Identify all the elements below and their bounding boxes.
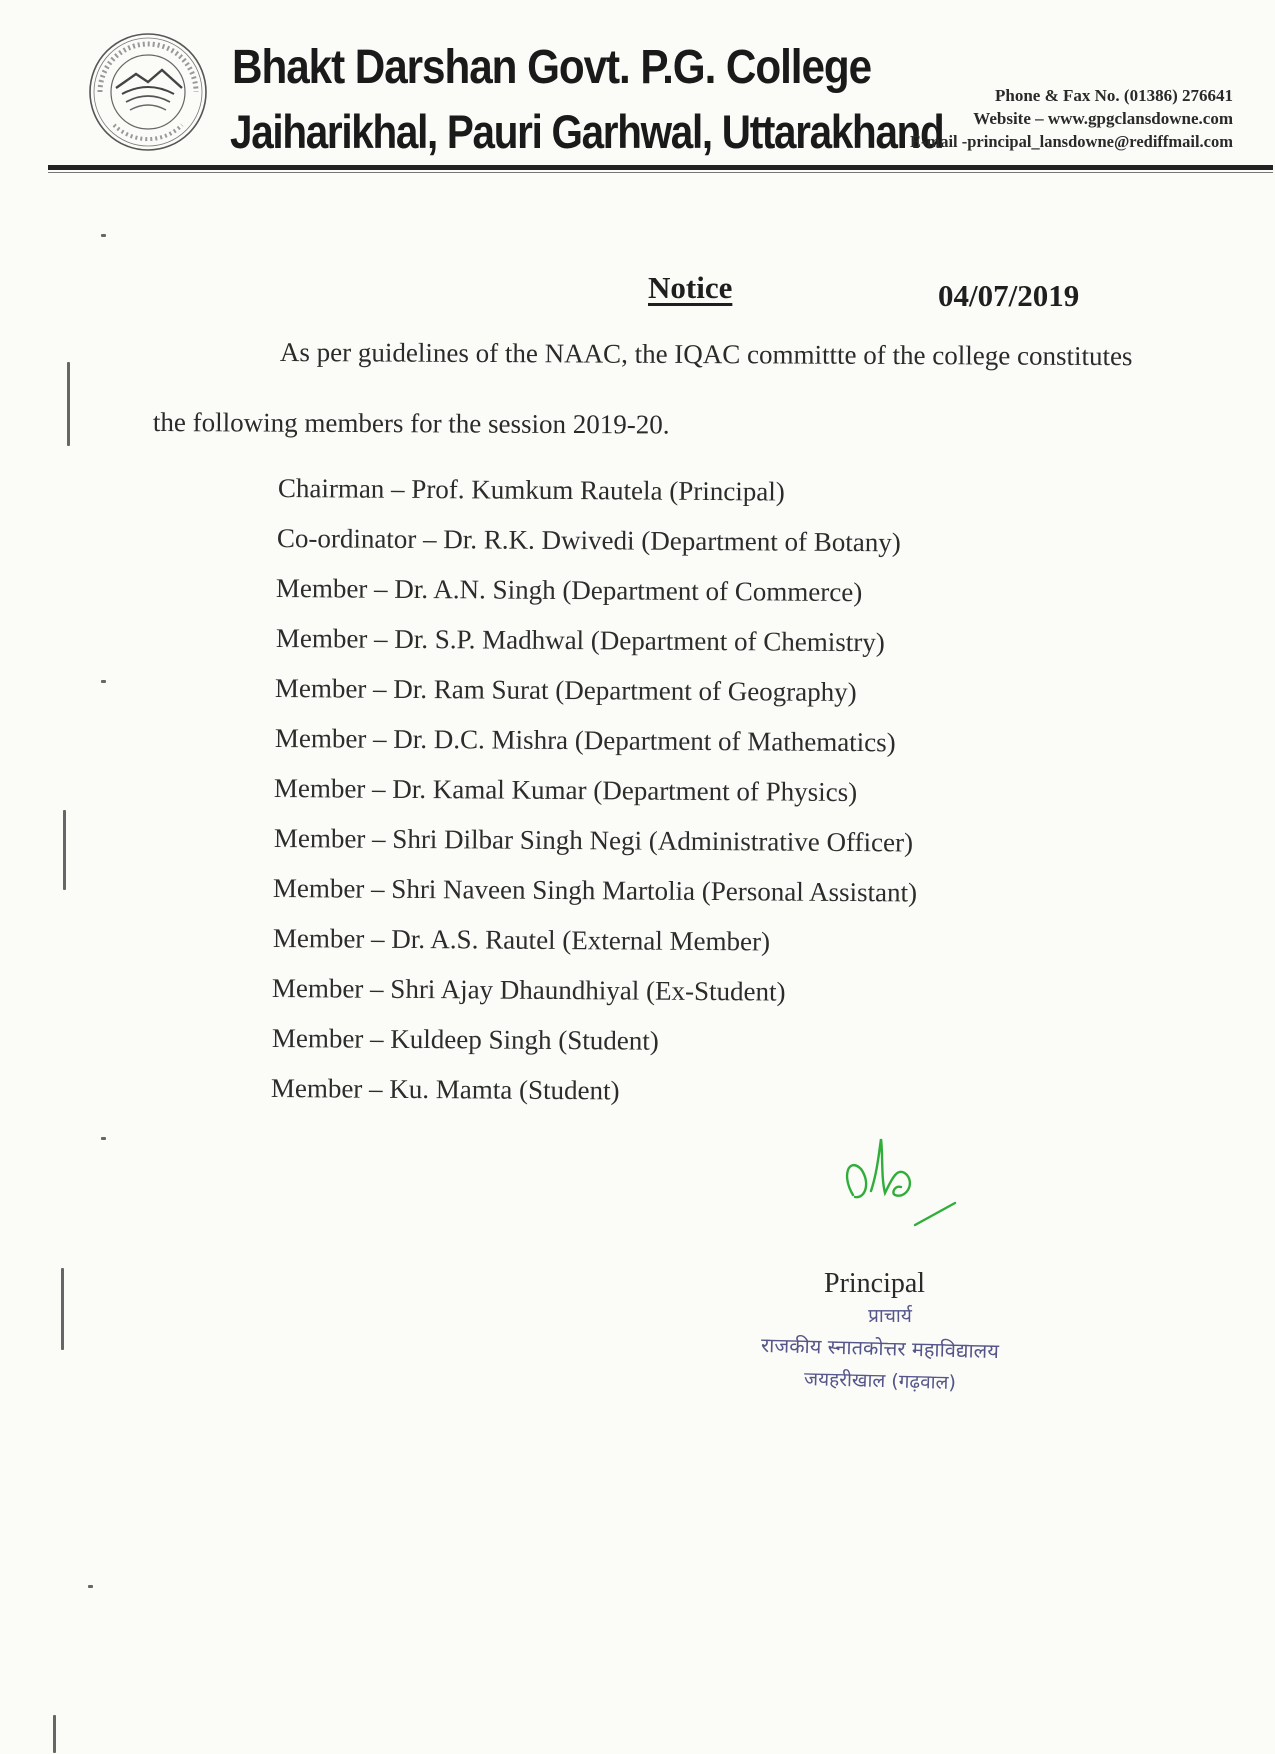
principal-stamp: [740, 1302, 1020, 1393]
list-item: Member – Dr. S.P. Madhwal (Department of Chemistry): [275, 623, 885, 658]
list-item: Member – Dr. Ram Surat (Department of Geography): [274, 673, 857, 708]
website: Website – www.gpgclansdowne.com: [973, 109, 1233, 128]
scan-mark: [61, 1268, 64, 1350]
notice-date: 04/07/2019: [938, 278, 1080, 313]
email: E-mail -principal_lansdowne@rediffmail.com: [909, 132, 1233, 151]
list-item: Co-ordinator – Dr. R.K. Dwivedi (Department of Botany): [276, 523, 901, 558]
scan-mark: [67, 362, 70, 446]
signature-icon: [835, 1125, 965, 1245]
stamp-line-2: राजकीय स्नातकोत्तर महाविद्यालय: [760, 1332, 1000, 1364]
college-location: Jaiharikhal, Pauri Garhwal, Uttarakhand: [230, 105, 944, 158]
list-item: Member – Ku. Mamta (Student): [270, 1073, 620, 1106]
header-divider: [48, 165, 1273, 170]
notice-title: Notice: [648, 270, 733, 305]
list-item: Member – Dr. D.C. Mishra (Department of Mathematics): [274, 723, 896, 758]
college-seal-icon: [86, 30, 210, 154]
scan-mark: [101, 680, 106, 683]
scan-mark: [88, 1585, 93, 1588]
contact-block: [910, 84, 1233, 153]
college-name: Bhakt Darshan Govt. P.G. College: [232, 41, 872, 94]
list-item: Chairman – Prof. Kumkum Rautela (Principal): [277, 473, 785, 507]
list-item: Member – Dr. A.N. Singh (Department of Commerce): [275, 573, 863, 608]
principal-label: Principal: [824, 1268, 926, 1299]
scan-mark: [53, 1715, 56, 1753]
list-item: Member – Shri Dilbar Singh Negi (Administrative Officer): [273, 823, 914, 858]
scan-mark: [101, 1137, 106, 1140]
list-item: Member – Kuldeep Singh (Student): [271, 1023, 659, 1056]
list-item: Member – Dr. A.S. Rautel (External Member): [272, 923, 771, 957]
intro-line-2: the following members for the session 2019-20.: [152, 407, 670, 440]
scan-mark: [101, 234, 106, 237]
stamp-line-3: जयहरीखाल (गढ़वाल): [803, 1368, 957, 1394]
intro-line-1: As per guidelines of the NAAC, the IQAC committte of the college constitutes: [279, 337, 1133, 372]
list-item: Member – Shri Naveen Singh Martolia (Personal Assistant): [272, 873, 918, 908]
list-item: Member – Dr. Kamal Kumar (Department of Physics): [273, 773, 858, 808]
stamp-line-1: प्राचार्य: [868, 1305, 912, 1327]
phone-fax: Phone & Fax No. (01386) 276641: [995, 86, 1233, 105]
list-item: Member – Shri Ajay Dhaundhiyal (Ex-Student): [271, 973, 786, 1007]
scan-mark: [63, 810, 66, 890]
header-divider-thin: [48, 172, 1273, 173]
